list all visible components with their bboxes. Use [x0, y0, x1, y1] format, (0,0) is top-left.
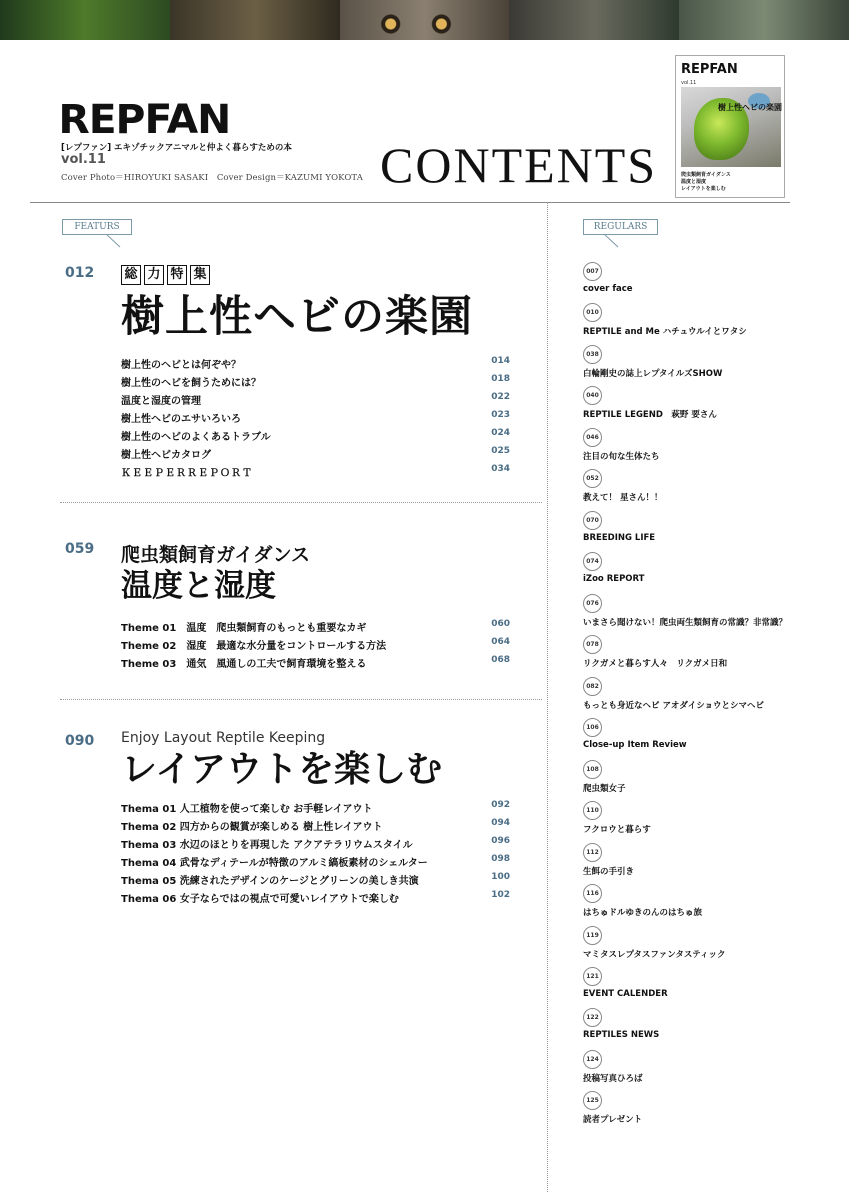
toc-entry[interactable] — [121, 446, 510, 461]
regular-entry[interactable] — [583, 428, 783, 462]
regular-label: 投稿写真ひろば — [583, 1074, 643, 1084]
regular-entry[interactable] — [583, 926, 783, 960]
photo-lizard — [679, 0, 849, 40]
photo-reptile — [509, 0, 679, 40]
photo-green-snake — [0, 0, 170, 40]
toc-entry[interactable] — [121, 428, 510, 443]
regular-entry[interactable] — [583, 594, 788, 628]
regular-page-badge: 070 — [583, 511, 602, 530]
regular-label: フクロウと暮らす — [583, 825, 651, 835]
regular-page-badge: 108 — [583, 760, 602, 779]
regular-page-badge: 076 — [583, 594, 602, 613]
toc-label: 樹上性のヘビのよくあるトラブル — [121, 432, 271, 443]
regular-label: いまさら聞けない！爬虫両生類飼育の常識？非常識？ — [583, 618, 788, 628]
regular-label: 生餌の手引き — [583, 867, 635, 877]
toc-entry[interactable] — [121, 890, 510, 905]
regular-page-badge: 121 — [583, 967, 602, 986]
feature-kicker: Enjoy Layout Reptile Keeping — [121, 730, 326, 746]
toc-entry[interactable] — [121, 854, 510, 869]
toc-label: Theme 01 温度 爬虫類飼育のもっとも重要なカギ — [121, 623, 367, 634]
regular-label: マミタスレプタスファンタスティック — [583, 950, 726, 960]
regular-entry[interactable] — [583, 967, 783, 999]
regular-label: BREEDING LIFE — [583, 533, 656, 543]
regular-page-badge: 124 — [583, 1050, 602, 1069]
cover-credits: Cover Photo＝HIROYUKI SASAKI Cover Design＝KAZUMI YOKOTA — [61, 173, 363, 183]
feature-page-number: 059 — [65, 541, 95, 557]
toc-page: 098 — [491, 854, 510, 864]
toc-label: Theme 03 通気 風通しの工夫で飼育環境を整える — [121, 659, 367, 670]
regular-page-badge: 078 — [583, 635, 602, 654]
cover-sub1: 爬虫類飼育ガイダンス — [681, 172, 731, 178]
toc-page: 100 — [491, 872, 510, 882]
regular-entry[interactable] — [583, 677, 783, 711]
photo-tortoise — [170, 0, 340, 40]
toc-page: 064 — [491, 637, 510, 647]
regular-entry[interactable] — [583, 1050, 783, 1084]
regular-page-badge: 052 — [583, 469, 602, 488]
regular-entry[interactable] — [583, 718, 783, 750]
toc-page: 018 — [491, 374, 510, 384]
regular-entry[interactable] — [583, 511, 783, 543]
toc-entry[interactable] — [121, 872, 510, 887]
feature-page-number: 012 — [65, 265, 95, 281]
feature-page-number: 090 — [65, 733, 95, 749]
feature-kicker: 爬虫類飼育ガイダンス — [121, 544, 311, 566]
regular-page-badge: 110 — [583, 801, 602, 820]
toc-label: Thema 05 洗練されたデザインのケージとグリーンの美しき共演 — [121, 876, 419, 887]
toc-entry[interactable] — [121, 637, 510, 652]
toc-entry[interactable] — [121, 464, 510, 479]
features-tag-tail — [106, 234, 122, 248]
toc-page: 022 — [491, 392, 510, 402]
regular-page-badge: 046 — [583, 428, 602, 447]
toc-label: 温度と湿度の管理 — [121, 396, 201, 407]
cover-sub2: 温度と湿度 — [681, 179, 707, 185]
toc-entry[interactable] — [121, 392, 510, 407]
regular-entry[interactable] — [583, 884, 783, 918]
regular-label: 爬虫類女子 — [583, 784, 626, 794]
regular-entry[interactable] — [583, 552, 783, 584]
column-divider — [547, 202, 548, 1192]
kicker-char: 特 — [167, 265, 187, 285]
regular-entry[interactable] — [583, 262, 783, 294]
features-tag: FEATURS — [62, 219, 132, 235]
toc-entry[interactable] — [121, 800, 510, 815]
toc-page: 014 — [491, 356, 510, 366]
toc-entry[interactable] — [121, 836, 510, 851]
regular-page-badge: 040 — [583, 386, 602, 405]
toc-label: Thema 04 武骨なディテールが特徴のアルミ縞板素材のシェルター — [121, 858, 428, 869]
toc-entry[interactable] — [121, 374, 510, 389]
regular-label: 注目の旬な生体たち — [583, 452, 660, 462]
toc-label: Thema 06 女子ならではの視点で可愛いレイアウトで楽しむ — [121, 894, 399, 905]
toc-page: 094 — [491, 818, 510, 828]
regular-page-badge: 112 — [583, 843, 602, 862]
kicker-char: 力 — [144, 265, 164, 285]
regular-label: はちゅドルゆきのんのはちゅ旅 — [583, 908, 703, 918]
toc-page: 096 — [491, 836, 510, 846]
regular-entry[interactable] — [583, 469, 783, 503]
toc-label: 樹上性のヘビとは何ぞや？ — [121, 360, 241, 371]
regular-page-badge: 038 — [583, 345, 602, 364]
regular-label: Close-up Item Review — [583, 740, 687, 750]
header-divider — [30, 202, 790, 203]
regular-label: 白輪剛史の誌上レプタイルズSHOW — [583, 369, 723, 379]
cover-thumbnail — [675, 55, 785, 198]
feature-title: 樹上性ヘビの楽園 — [121, 292, 473, 342]
regular-label: iZoo REPORT — [583, 574, 645, 584]
header-photo-strip — [0, 0, 849, 40]
regular-page-badge: 106 — [583, 718, 602, 737]
regular-page-badge: 082 — [583, 677, 602, 696]
toc-page: 023 — [491, 410, 510, 420]
regular-entry[interactable] — [583, 843, 783, 877]
toc-entry[interactable] — [121, 655, 510, 670]
toc-label: Thema 03 水辺のほとりを再現した アクアテラリウムスタイル — [121, 840, 413, 851]
photo-owl — [340, 0, 510, 40]
regular-label: EVENT CALENDER — [583, 989, 668, 999]
regular-label: 読者プレゼント — [583, 1115, 643, 1125]
regular-label: REPTILES NEWS — [583, 1030, 660, 1040]
magazine-tagline: [レプファン] エキゾチックアニマルと仲よく暮らすための本 — [61, 143, 292, 153]
feature-title: レイアウトを楽しむ — [121, 749, 443, 790]
toc-label: ＫＥＥＰＥＲＲＥＰＯＲＴ — [121, 468, 253, 479]
toc-page: 102 — [491, 890, 510, 900]
regular-label: もっとも身近なヘビ アオダイショウとシマヘビ — [583, 701, 765, 711]
toc-page: 034 — [491, 464, 510, 474]
toc-label: Thema 02 四方からの観賞が楽しめる 樹上性レイアウト — [121, 822, 383, 833]
regular-entry[interactable] — [583, 1091, 783, 1125]
toc-page: 092 — [491, 800, 510, 810]
kicker-char: 総 — [121, 265, 141, 285]
regular-entry[interactable] — [583, 1008, 783, 1040]
toc-page: 025 — [491, 446, 510, 456]
regular-page-badge: 074 — [583, 552, 602, 571]
cover-volume: vol.11 — [681, 80, 697, 86]
section-divider — [60, 502, 542, 503]
regular-page-badge: 010 — [583, 303, 602, 322]
kicker-char: 集 — [190, 265, 210, 285]
regular-label: リクガメと暮らす人々 リクガメ日和 — [583, 659, 728, 669]
toc-label: Thema 01 人工植物を使って楽しむ お手軽レイアウト — [121, 804, 373, 815]
regular-entry[interactable] — [583, 386, 783, 420]
regular-page-badge: 116 — [583, 884, 602, 903]
regular-page-badge: 122 — [583, 1008, 602, 1027]
toc-label: 樹上性のヘビを飼うためには？ — [121, 378, 261, 389]
regular-entry[interactable] — [583, 303, 783, 337]
feature-title: 温度と湿度 — [121, 568, 276, 604]
toc-entry[interactable] — [121, 619, 510, 634]
volume-number: vol.11 — [61, 152, 106, 167]
regular-page-badge: 119 — [583, 926, 602, 945]
regular-page-badge: 125 — [583, 1091, 602, 1110]
toc-entry[interactable] — [121, 818, 510, 833]
toc-entry[interactable] — [121, 410, 510, 425]
regular-label: REPTILE and Me ハチュウルイとワタシ — [583, 327, 747, 337]
toc-label: 樹上性ヘビカタログ — [121, 450, 211, 461]
regular-label: cover face — [583, 284, 633, 294]
page-title: CONTENTS — [380, 137, 658, 193]
regular-label: 教えて！ 星さん！！ — [583, 493, 663, 503]
regular-entry[interactable] — [583, 635, 783, 669]
toc-entry[interactable] — [121, 356, 510, 371]
toc-label: 樹上性ヘビのエサいろいろ — [121, 414, 241, 425]
section-divider — [60, 699, 542, 700]
toc-page: 024 — [491, 428, 510, 438]
regulars-tag: REGULARS — [583, 219, 658, 235]
regular-entry[interactable] — [583, 801, 783, 835]
toc-page: 060 — [491, 619, 510, 629]
cover-subline — [681, 172, 731, 186]
regulars-tag-tail — [604, 234, 620, 248]
regular-entry[interactable] — [583, 760, 783, 794]
feature-kicker — [121, 265, 210, 285]
magazine-logo: REPFAN — [58, 97, 231, 143]
toc-label: Theme 02 湿度 最適な水分量をコントロールする方法 — [121, 641, 387, 652]
regular-entry[interactable] — [583, 345, 783, 379]
cover-logo: REPFAN — [681, 62, 738, 77]
cover-sub3: レイアウトを楽しむ — [681, 186, 726, 192]
toc-page: 068 — [491, 655, 510, 665]
regular-label: REPTILE LEGEND 萩野 要さん — [583, 410, 717, 420]
regular-page-badge: 007 — [583, 262, 602, 281]
cover-headline: 樹上性ヘビの楽園 — [718, 103, 782, 112]
